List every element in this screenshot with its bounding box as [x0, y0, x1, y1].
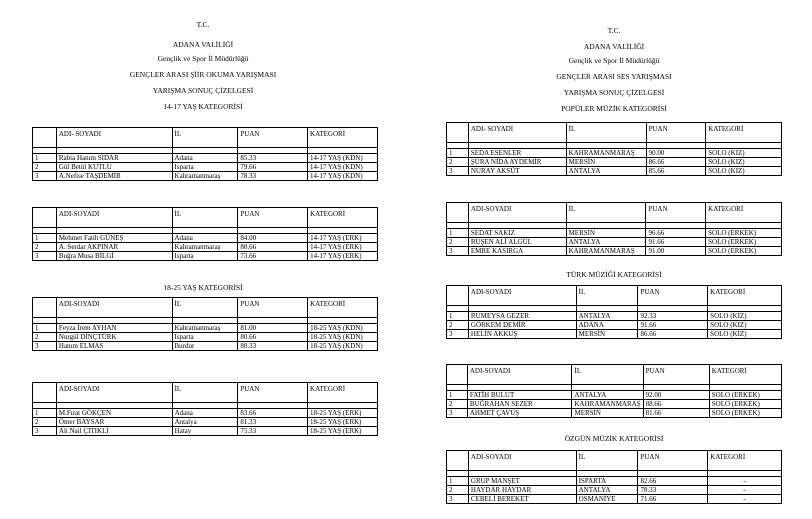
name-cell: Hanım ELMAS — [56, 342, 172, 351]
column-header-category: KATEGORİ — [308, 128, 378, 148]
table-row — [447, 391, 782, 400]
column-header-category: KATEGORİ — [706, 123, 782, 143]
name-cell: Mehmet Fatih GÜNEŞ — [56, 234, 172, 243]
column-header-score: PUAN — [238, 208, 308, 228]
table-row — [33, 154, 378, 163]
rank-cell: 2 — [447, 321, 469, 330]
results-table — [32, 127, 378, 181]
table-header-row — [33, 298, 378, 318]
right-header-competition: GENÇLER ARASI SES YARIŞMASI — [556, 72, 672, 81]
city-cell: MERSİN — [576, 330, 638, 339]
score-cell: 80.66 — [238, 333, 308, 342]
right-header-directorate: Gençlik ve Spor İl Müdürlüğü — [568, 56, 660, 65]
column-header-name: ADI-SOYADI — [468, 286, 576, 306]
table-header-row — [447, 123, 782, 143]
rank-cell: 2 — [447, 400, 468, 409]
table-header-row — [447, 451, 782, 471]
rank-cell: 3 — [447, 330, 469, 339]
name-cell: Buğra Musa BİLGİ — [56, 252, 172, 261]
rank-cell: 3 — [447, 247, 469, 256]
score-cell: 92.33 — [638, 312, 708, 321]
category-cell: 14-17 YAŞ (ERK) — [308, 252, 378, 261]
table-row — [447, 312, 782, 321]
column-header-city: İL — [172, 208, 238, 228]
score-cell: 81.66 — [643, 409, 709, 418]
column-header-name: ADI-SOYADI — [467, 365, 572, 385]
city-cell: Kahramanmaraş — [172, 172, 238, 181]
name-cell: SEDA ESENLER — [468, 149, 566, 158]
column-header-score: PUAN — [646, 123, 706, 143]
category-cell: 14-17 YAŞ (ERK) — [308, 243, 378, 252]
city-cell: KAHRAMANMARAŞ — [566, 149, 646, 158]
name-cell: HELİN AKKUŞ — [468, 330, 576, 339]
category-cell: 18-25 YAŞ (KDN) — [308, 342, 378, 351]
category-cell: SOLO (KIZ) — [708, 330, 782, 339]
category-cell: SOLO (ERKEK) — [706, 238, 782, 247]
name-cell: GRUP MANŞET — [468, 477, 576, 486]
right-header-governorship: ADANA VALİLİĞİ — [583, 42, 645, 51]
rank-cell: 3 — [33, 427, 57, 436]
score-cell: 75.33 — [238, 427, 308, 436]
results-table — [446, 364, 782, 418]
table-row — [447, 229, 782, 238]
category-cell: 18-25 YAŞ (ERK) — [308, 418, 378, 427]
table-row — [33, 427, 378, 436]
section-title-18-25: 18-25 YAŞ KATEGORİSİ — [163, 283, 243, 292]
column-header-name: ADI-SOYADI — [56, 208, 172, 228]
city-cell: MERSİN — [572, 409, 643, 418]
score-cell: 81.33 — [238, 418, 308, 427]
column-header-city: İL — [566, 203, 646, 223]
city-cell: Adana — [172, 234, 238, 243]
score-cell: 90.00 — [646, 149, 706, 158]
table-row — [33, 172, 378, 181]
column-header-city: İL — [572, 365, 643, 385]
city-cell: ANTALYA — [576, 486, 638, 495]
column-header-score: PUAN — [238, 128, 308, 148]
rank-cell: 1 — [447, 477, 469, 486]
results-table — [446, 202, 782, 256]
score-cell: 73.66 — [238, 252, 308, 261]
column-header-category: KATEGORİ — [708, 286, 782, 306]
left-header-category: 14-17 YAŞ KATEGORİSİ — [163, 102, 243, 111]
score-cell: 88.66 — [643, 400, 709, 409]
rank-cell: 3 — [447, 167, 469, 176]
city-cell: Isparta — [172, 163, 238, 172]
table-row — [447, 477, 782, 486]
city-cell: ANTALYA — [576, 312, 638, 321]
rank-cell: 3 — [33, 252, 57, 261]
name-cell: HAYDAR HAYDAR — [468, 486, 576, 495]
rank-cell: 1 — [447, 312, 469, 321]
left-header-results: YARIŞMA SONUÇ ÇİZELGESİ — [152, 86, 254, 95]
name-cell: Nurgül DİNÇTÜRK — [56, 333, 172, 342]
category-cell: SOLO (KIZ) — [708, 312, 782, 321]
column-header-name: ADI- SOYADI — [56, 128, 172, 148]
right-header-category: POPÜLER MÜZİK KATEGORİSİ — [561, 104, 667, 113]
table-row — [447, 247, 782, 256]
rank-cell: 1 — [447, 391, 468, 400]
category-cell: 14-17 YAŞ (KDN) — [308, 163, 378, 172]
category-cell: 18-25 YAŞ (KDN) — [308, 333, 378, 342]
table-row — [447, 238, 782, 247]
name-cell: Rabia Hanım SIDAR — [56, 154, 172, 163]
rank-cell: 1 — [33, 234, 57, 243]
city-cell: MERSİN — [566, 158, 646, 167]
column-header-name: ADI- SOYADI — [468, 123, 566, 143]
city-cell: ISPARTA — [576, 477, 638, 486]
results-table — [32, 297, 378, 351]
rank-cell: 2 — [447, 486, 469, 495]
score-cell: 80.33 — [238, 342, 308, 351]
score-cell: 86.66 — [646, 158, 706, 167]
category-cell: SOLO (ERKEK) — [706, 229, 782, 238]
column-header-category: KATEGORİ — [708, 451, 782, 471]
table-row — [33, 163, 378, 172]
name-cell: M.Fırat GÖKÇEN — [56, 409, 172, 418]
column-header-score: PUAN — [238, 383, 308, 403]
city-cell: ANTALYA — [572, 391, 643, 400]
table-header-row — [447, 203, 782, 223]
category-cell: SOLO (ERKEK) — [709, 400, 781, 409]
score-cell: 91.00 — [646, 247, 706, 256]
score-cell: 71.66 — [638, 495, 708, 504]
category-cell: SOLO (KIZ) — [706, 158, 782, 167]
score-cell: 78.33 — [638, 486, 708, 495]
name-cell: CEBELİ BEREKET — [468, 495, 576, 504]
rank-cell: 2 — [33, 243, 57, 252]
score-cell: 91.66 — [638, 321, 708, 330]
name-cell: BUĞRAHAN SEZER — [467, 400, 572, 409]
city-cell: Adana — [172, 154, 238, 163]
rank-cell: 2 — [33, 418, 57, 427]
table-row — [447, 495, 782, 504]
city-cell: MERSİN — [566, 229, 646, 238]
column-header-city: İL — [172, 128, 238, 148]
rank-cell: 3 — [447, 409, 468, 418]
city-cell: Isparta — [172, 333, 238, 342]
rank-cell: 1 — [33, 154, 57, 163]
column-header-city: İL — [576, 286, 638, 306]
column-header-category: KATEGORİ — [706, 203, 782, 223]
city-cell: Isparta — [172, 252, 238, 261]
name-cell: ŞURA NİDA AYDEMİR — [468, 158, 566, 167]
category-cell: SOLO (ERKEK) — [706, 247, 782, 256]
rank-cell: 3 — [33, 172, 57, 181]
table-row — [33, 342, 378, 351]
column-header-name: ADI-SOYADI — [56, 298, 172, 318]
table-row — [33, 418, 378, 427]
table-header-row — [447, 286, 782, 306]
table-row — [447, 400, 782, 409]
name-cell: Gül Betül KUTLU — [56, 163, 172, 172]
score-cell: 80.66 — [238, 243, 308, 252]
category-cell: - — [708, 477, 782, 486]
column-header-score: PUAN — [638, 286, 708, 306]
column-header-category: KATEGORİ — [709, 365, 781, 385]
category-cell: SOLO (ERKEK) — [709, 391, 781, 400]
name-cell: Ömer BAYSAR — [56, 418, 172, 427]
table-row — [33, 234, 378, 243]
table-row — [33, 409, 378, 418]
column-header-score: PUAN — [643, 365, 709, 385]
name-cell: A.Nefise TAŞDEMİR — [56, 172, 172, 181]
results-table — [32, 382, 378, 436]
score-cell: 96.66 — [646, 229, 706, 238]
table-row — [447, 149, 782, 158]
column-header-category: KATEGORİ — [308, 298, 378, 318]
rank-cell: 1 — [447, 229, 469, 238]
score-cell: 81.00 — [238, 324, 308, 333]
table-header-row — [33, 208, 378, 228]
table-row — [447, 486, 782, 495]
name-cell: FATİH BULUT — [467, 391, 572, 400]
right-header-tc: T.C. — [607, 26, 621, 35]
city-cell: Hatay — [172, 427, 238, 436]
rank-cell: 2 — [447, 238, 469, 247]
table-row — [447, 158, 782, 167]
rank-cell: 2 — [33, 333, 57, 342]
table-row — [447, 330, 782, 339]
results-table — [446, 122, 782, 176]
right-header-results: YARIŞMA SONUÇ ÇİZELGESİ — [563, 88, 665, 97]
category-cell: - — [708, 495, 782, 504]
column-header-name: ADI-SOYADI — [468, 203, 566, 223]
score-cell: 82.66 — [638, 477, 708, 486]
table-row — [33, 252, 378, 261]
category-cell: SOLO (ERKEK) — [709, 409, 781, 418]
category-cell: 14-17 YAŞ (KDN) — [308, 154, 378, 163]
column-header-category: KATEGORİ — [308, 208, 378, 228]
column-header-city: İL — [172, 383, 238, 403]
category-cell: SOLO (KIZ) — [708, 321, 782, 330]
score-cell: 83.66 — [238, 409, 308, 418]
score-cell: 78.33 — [238, 172, 308, 181]
city-cell: KAHRAMANMARAŞ — [566, 247, 646, 256]
name-cell: Ali Nail ÇITIKLI — [56, 427, 172, 436]
category-cell: 18-25 YAŞ (ERK) — [308, 409, 378, 418]
table-header-row — [33, 383, 378, 403]
category-cell: 18-25 YAŞ (ERK) — [308, 427, 378, 436]
column-header-score: PUAN — [638, 451, 708, 471]
rank-cell: 3 — [33, 342, 57, 351]
name-cell: Feyza İrem AYHAN — [56, 324, 172, 333]
section-title-original-music: ÖZGÜN MÜZİK KATEGORİSİ — [564, 434, 664, 443]
table-row — [33, 324, 378, 333]
column-header-name: ADI-SOYADI — [56, 383, 172, 403]
column-header-city: İL — [576, 451, 638, 471]
category-cell: 14-17 YAŞ (KDN) — [308, 172, 378, 181]
column-header-name: ADI-SOYADI — [468, 451, 576, 471]
column-header-score: PUAN — [646, 203, 706, 223]
category-cell: - — [708, 486, 782, 495]
name-cell: SEDAT SAKIZ — [468, 229, 566, 238]
rank-cell: 1 — [447, 149, 469, 158]
rank-cell: 2 — [33, 163, 57, 172]
city-cell: ADANA — [576, 321, 638, 330]
section-title-turkish-music: TÜRK MÜZİĞİ KATEGORİSİ — [566, 270, 662, 279]
column-header-city: İL — [566, 123, 646, 143]
rank-cell: 3 — [447, 495, 469, 504]
table-header-row — [447, 365, 782, 385]
city-cell: Kahramanmaraş — [172, 324, 238, 333]
table-row — [447, 321, 782, 330]
name-cell: EMRE KASIRGA — [468, 247, 566, 256]
results-table — [32, 207, 378, 261]
score-cell: 85.33 — [238, 154, 308, 163]
results-table — [446, 285, 782, 339]
rank-cell: 1 — [33, 324, 57, 333]
score-cell: 86.66 — [638, 330, 708, 339]
left-header-competition: GENÇLER ARASI ŞİİR OKUMA YARIŞMASI — [129, 70, 277, 79]
city-cell: Burdur — [172, 342, 238, 351]
score-cell: 91.66 — [646, 238, 706, 247]
left-header-tc: T.C. — [196, 20, 210, 29]
city-cell: OSMANİYE — [576, 495, 638, 504]
name-cell: NURAY AKSÜT — [468, 167, 566, 176]
city-cell: ANTALYA — [566, 167, 646, 176]
score-cell: 79.66 — [238, 163, 308, 172]
table-row — [33, 243, 378, 252]
category-cell: 18-25 YAŞ (KDN) — [308, 324, 378, 333]
rank-cell: 1 — [33, 409, 57, 418]
table-row — [33, 333, 378, 342]
left-header-directorate: Gençlik ve Spor İl Müdürlüğü — [157, 54, 249, 63]
city-cell: Adana — [172, 409, 238, 418]
name-cell: GÖRKEM DEMİR — [468, 321, 576, 330]
results-table — [446, 450, 782, 504]
category-cell: SOLO (KIZ) — [706, 149, 782, 158]
city-cell: Antalya — [172, 418, 238, 427]
column-header-city: İL — [172, 298, 238, 318]
city-cell: KAHRAMANMARAŞ — [572, 400, 643, 409]
score-cell: 85.66 — [646, 167, 706, 176]
table-header-row — [33, 128, 378, 148]
column-header-score: PUAN — [238, 298, 308, 318]
city-cell: Kahramanmaraş — [172, 243, 238, 252]
column-header-category: KATEGORİ — [308, 383, 378, 403]
city-cell: ANTALYA — [566, 238, 646, 247]
table-row — [447, 409, 782, 418]
rank-cell: 2 — [447, 158, 469, 167]
name-cell: RUŞEN ALİ ALGÜL — [468, 238, 566, 247]
category-cell: 14-17 YAŞ (ERK) — [308, 234, 378, 243]
table-row — [447, 167, 782, 176]
score-cell: 92.00 — [643, 391, 709, 400]
score-cell: 84.00 — [238, 234, 308, 243]
name-cell: A. Serdar AKPINAR — [56, 243, 172, 252]
category-cell: SOLO (KIZ) — [706, 167, 782, 176]
name-cell: AHMET ÇAVUŞ — [467, 409, 572, 418]
name-cell: RUMEYSA GEZER — [468, 312, 576, 321]
left-header-governorship: ADANA VALİLİĞİ — [172, 40, 234, 49]
